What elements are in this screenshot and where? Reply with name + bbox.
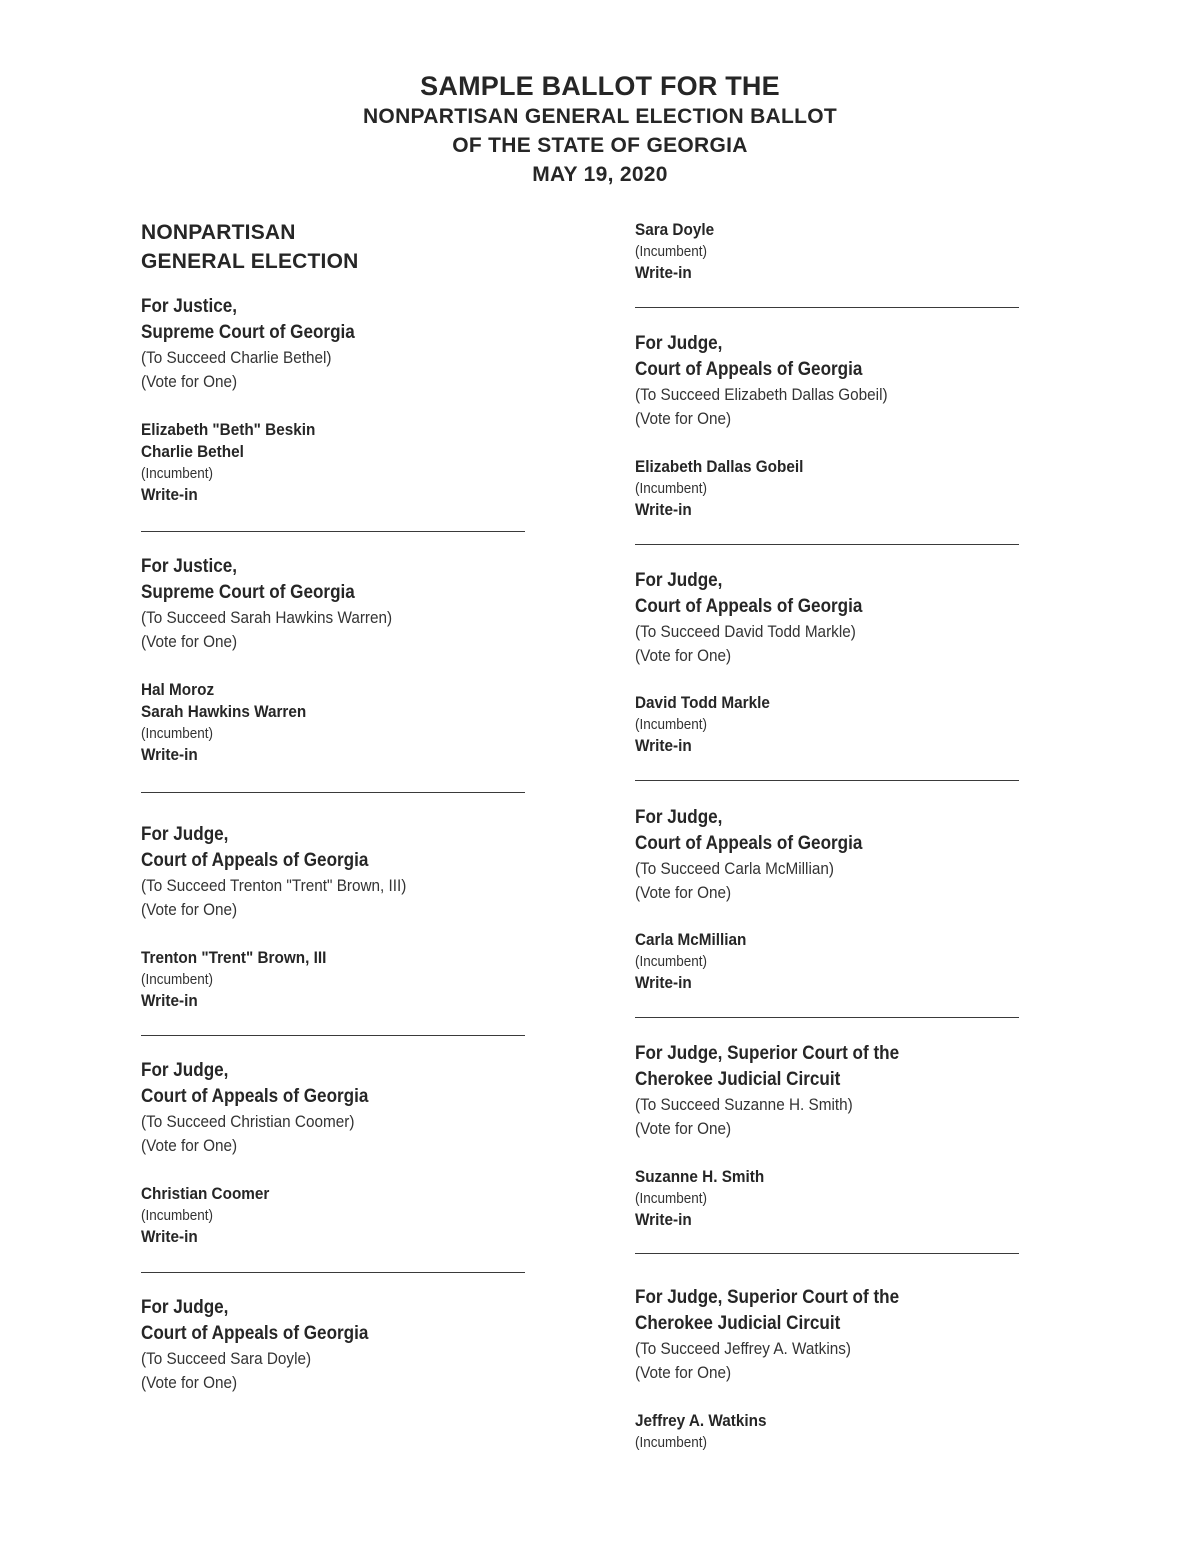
candidate-list: [141, 419, 531, 506]
candidate-list: [635, 1410, 1025, 1453]
candidate-name[interactable]: Christian Coomer: [141, 1184, 270, 1203]
divider: [635, 544, 1019, 545]
vote-for-note: (Vote for One): [141, 372, 238, 391]
write-in-option[interactable]: Write-in: [635, 973, 692, 992]
write-in-option[interactable]: Write-in: [141, 485, 198, 504]
office-title: Court of Appeals of Georgia: [635, 359, 863, 380]
candidate-name[interactable]: Trenton "Trent" Brown, III: [141, 948, 327, 967]
candidate-list: [635, 929, 1025, 994]
vote-for-note: (Vote for One): [635, 646, 732, 665]
office-title: For Judge,: [635, 570, 723, 591]
race-block: [635, 568, 1025, 668]
succeed-note: (To Succeed Suzanne H. Smith): [635, 1095, 853, 1114]
candidate-name[interactable]: Sara Doyle: [635, 220, 715, 239]
divider: [635, 1253, 1019, 1254]
race-block: [635, 1041, 1025, 1141]
office-title: For Judge, Superior Court of the: [635, 1043, 900, 1064]
succeed-note: (To Succeed Sarah Hawkins Warren): [141, 608, 393, 627]
succeed-note: (To Succeed Sara Doyle): [141, 1349, 312, 1368]
incumbent-label: (Incumbent): [141, 971, 214, 988]
candidate-name[interactable]: Elizabeth Dallas Gobeil: [635, 457, 804, 476]
divider: [141, 531, 525, 532]
divider: [141, 1272, 525, 1273]
divider: [141, 1035, 525, 1036]
ballot-date: MAY 19, 2020: [532, 163, 668, 186]
succeed-note: (To Succeed Carla McMillian): [635, 859, 834, 878]
candidate-name[interactable]: Elizabeth "Beth" Beskin: [141, 420, 316, 439]
office-title: For Judge,: [141, 1060, 229, 1081]
office-title: Supreme Court of Georgia: [141, 322, 355, 343]
vote-for-note: (Vote for One): [635, 1119, 732, 1138]
write-in-option[interactable]: Write-in: [635, 736, 692, 755]
race-block: [141, 1295, 531, 1395]
ballot-state: OF THE STATE OF GEORGIA: [452, 134, 748, 157]
succeed-note: (To Succeed Elizabeth Dallas Gobeil): [635, 385, 888, 404]
write-in-option[interactable]: Write-in: [141, 1227, 198, 1246]
candidate-name[interactable]: Hal Moroz: [141, 680, 215, 699]
race-block: [141, 1058, 531, 1158]
incumbent-label: (Incumbent): [141, 1207, 214, 1224]
office-title: For Justice,: [141, 296, 237, 317]
write-in-option[interactable]: Write-in: [141, 991, 198, 1010]
vote-for-note: (Vote for One): [635, 409, 732, 428]
office-title: Supreme Court of Georgia: [141, 582, 355, 603]
incumbent-label: (Incumbent): [635, 480, 708, 497]
incumbent-label: (Incumbent): [635, 1190, 708, 1207]
write-in-option[interactable]: Write-in: [635, 263, 692, 282]
divider: [141, 792, 525, 793]
incumbent-label: (Incumbent): [635, 953, 708, 970]
race-block: [141, 294, 531, 394]
vote-for-note: (Vote for One): [141, 900, 238, 919]
office-title: Court of Appeals of Georgia: [141, 850, 369, 871]
race-block: [635, 805, 1025, 905]
office-title: Cherokee Judicial Circuit: [635, 1313, 841, 1334]
write-in-option[interactable]: Write-in: [141, 745, 198, 764]
section-heading: [141, 218, 531, 276]
vote-for-note: (Vote for One): [635, 883, 732, 902]
race-block: [141, 822, 531, 922]
office-title: For Judge,: [635, 333, 723, 354]
vote-for-note: (Vote for One): [141, 632, 238, 651]
write-in-option[interactable]: Write-in: [635, 1210, 692, 1229]
divider: [635, 307, 1019, 308]
candidate-list: [635, 456, 1025, 521]
succeed-note: (To Succeed Trenton "Trent" Brown, III): [141, 876, 407, 895]
candidate-name[interactable]: Suzanne H. Smith: [635, 1167, 765, 1186]
office-title: Cherokee Judicial Circuit: [635, 1069, 841, 1090]
race-block: [635, 1285, 1025, 1385]
vote-for-note: (Vote for One): [141, 1136, 238, 1155]
candidate-name[interactable]: Carla McMillian: [635, 930, 747, 949]
section-heading-line1: NONPARTISAN: [141, 221, 296, 244]
divider: [635, 780, 1019, 781]
succeed-note: (To Succeed Jeffrey A. Watkins): [635, 1339, 851, 1358]
succeed-note: (To Succeed Charlie Bethel): [141, 348, 332, 367]
candidate-list: [141, 947, 531, 1012]
succeed-note: (To Succeed David Todd Markle): [635, 622, 856, 641]
incumbent-label: (Incumbent): [635, 243, 708, 260]
office-title: Court of Appeals of Georgia: [141, 1086, 369, 1107]
ballot-title: SAMPLE BALLOT FOR THE: [420, 71, 780, 101]
candidate-list: [635, 219, 1025, 284]
office-title: For Judge,: [141, 824, 229, 845]
section-heading-line2: GENERAL ELECTION: [141, 250, 359, 273]
incumbent-label: (Incumbent): [141, 725, 214, 742]
race-block: [141, 554, 531, 654]
candidate-name[interactable]: Charlie Bethel: [141, 442, 244, 461]
incumbent-label: (Incumbent): [635, 716, 708, 733]
office-title: Court of Appeals of Georgia: [141, 1323, 369, 1344]
vote-for-note: (Vote for One): [141, 1373, 238, 1392]
candidate-list: [635, 1166, 1025, 1231]
office-title: For Judge,: [141, 1297, 229, 1318]
write-in-option[interactable]: Write-in: [635, 500, 692, 519]
race-block: [635, 331, 1025, 431]
incumbent-label: (Incumbent): [635, 1434, 708, 1451]
office-title: For Judge,: [635, 807, 723, 828]
office-title: For Judge, Superior Court of the: [635, 1287, 900, 1308]
vote-for-note: (Vote for One): [635, 1363, 732, 1382]
office-title: For Justice,: [141, 556, 237, 577]
office-title: Court of Appeals of Georgia: [635, 596, 863, 617]
candidate-list: [635, 692, 1025, 757]
candidate-list: [141, 679, 531, 766]
candidate-name[interactable]: Jeffrey A. Watkins: [635, 1411, 767, 1430]
ballot-header: [0, 70, 1200, 189]
divider: [635, 1017, 1019, 1018]
candidate-name[interactable]: David Todd Markle: [635, 693, 770, 712]
office-title: Court of Appeals of Georgia: [635, 833, 863, 854]
incumbent-label: (Incumbent): [141, 465, 214, 482]
candidate-name[interactable]: Sarah Hawkins Warren: [141, 702, 307, 721]
succeed-note: (To Succeed Christian Coomer): [141, 1112, 355, 1131]
ballot-subtitle: NONPARTISAN GENERAL ELECTION BALLOT: [362, 105, 838, 128]
candidate-list: [141, 1183, 531, 1248]
